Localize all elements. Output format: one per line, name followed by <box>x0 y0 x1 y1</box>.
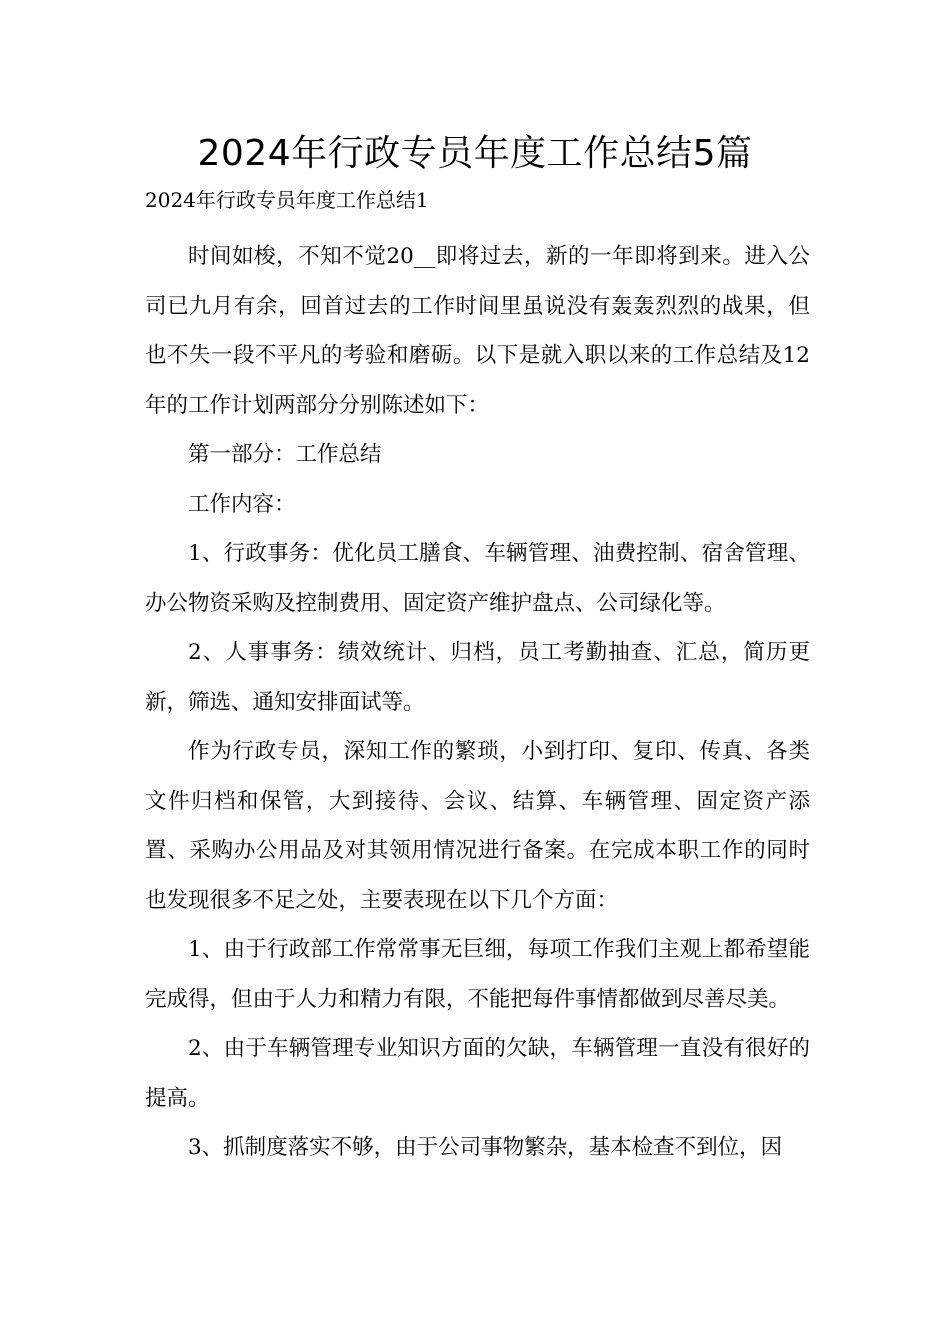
paragraph: 第一部分：工作总结 <box>188 442 382 467</box>
document-subtitle: 2024年行政专员年度工作总结1 <box>145 188 429 212</box>
paragraph: 1、行政事务：优化员工膳食、车辆管理、油费控制、宿舍管理、办公物资采购及控制费用、固定资产维护盘点、公司绿化等。 <box>145 541 810 616</box>
paragraph: 2、由于车辆管理专业知识方面的欠缺，车辆管理一直没有很好的提高。 <box>145 1036 810 1111</box>
paragraph: 2、人事事务：绩效统计、归档，员工考勤抽查、汇总，简历更新，筛选、通知安排面试等。 <box>145 640 810 715</box>
paragraph: 时间如梭，不知不觉20__即将过去，新的一年即将到来。进入公司已九月有余，回首过去的工作时间里虽说没有轰轰烈烈的战果，但也不失一段不平凡的考验和磨砺。以下是就入职以来的工作总结及12年的工作计划两部分分别陈述如下： <box>145 244 810 418</box>
paragraph: 作为行政专员，深知工作的繁琐，小到打印、复印、传真、各类文件归档和保管，大到接待、会议、结算、车辆管理、固定资产添置、采购办公用品及对其领用情况进行备案。在完成本职工作的同时也发现很多不足之处，主要表现在以下几个方面： <box>145 739 810 913</box>
paragraph: 1、由于行政部工作常常事无巨细，每项工作我们主观上都希望能完成得，但由于人力和精力有限，不能把每件事情都做到尽善尽美。 <box>145 937 810 1012</box>
document-body <box>145 232 810 1173</box>
paragraph: 3、抓制度落实不够，由于公司事物繁杂，基本检查不到位，因 <box>188 1135 783 1160</box>
paragraph: 工作内容： <box>188 491 296 517</box>
document-title: 2024年行政专员年度工作总结5篇 <box>197 133 753 174</box>
